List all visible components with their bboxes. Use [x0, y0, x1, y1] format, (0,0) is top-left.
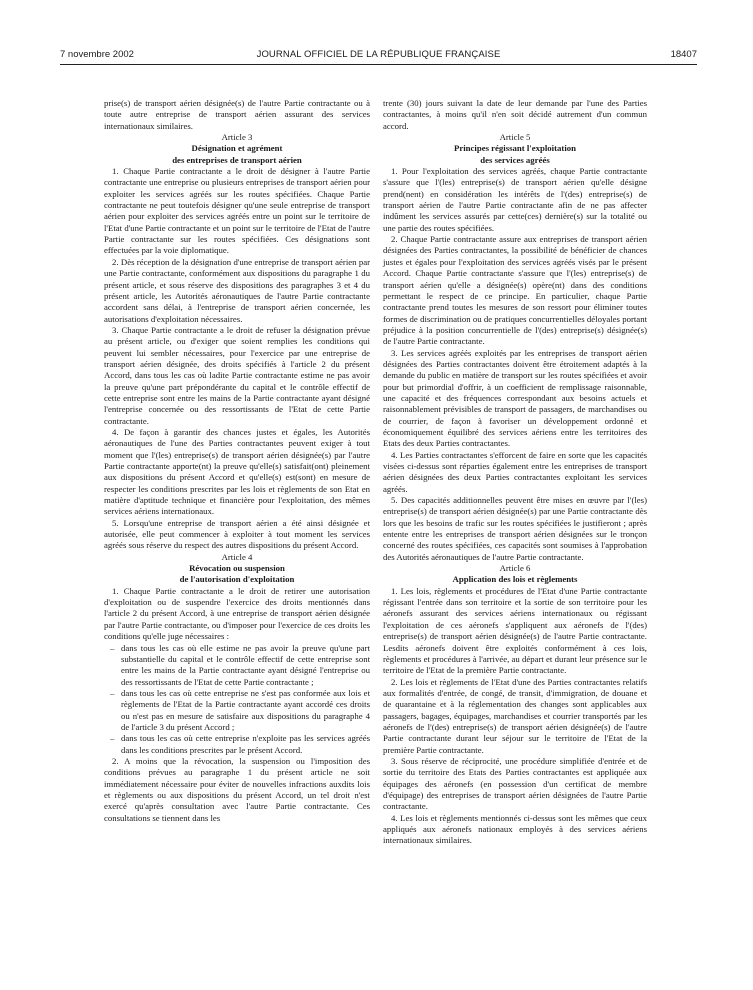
article-5-paragraph: 5. Des capacités additionnelles peuvent être mises en œuvre par l'(les) entreprise(s) de transport aérien désignée(s) par une Partie contractante dès lors que les besoins de trafic sur les routes spécifiées le justifieront ; après entente entre les entreprises de transport aérien désignées sur le tronçon concerné des routes spécifiées, ces capacités sont soumises à l'approbation des Autorités aéronautiques de l'autre Partie contractante.: [383, 495, 647, 562]
continuation-text: trente (30) jours suivant la date de leur demande par l'une des Parties contractantes, à moins qu'il n'en soit décidé autrement d'un commun accord.: [383, 98, 647, 131]
article-6-title-line-1: Application des lois et règlements: [452, 574, 578, 585]
article-5-label: Article 5: [499, 132, 531, 143]
article-5-paragraph: 3. Les services agréés exploités par les entreprises de transport aérien désignées des Parties contractantes doivent être étroitement adaptés à la demande du public en matière de transport sur les routes spécifiées et avoir pour but primordial d'offrir, à un coefficient de remplissage raisonnable, une capacité et des fréquences correspondant aux besoins actuels et raisonnablement prévisibles de transport de passagers, de marchandises ou de courrier, de façon à favoriser un développement ordonné et économiquement équilibré des services aériens entre les territoires des Etats des deux Parties contractantes.: [383, 347, 647, 449]
article-5-paragraph: 4. Les Parties contractantes s'efforcent de faire en sorte que les capacités visées ci-dessus sont réparties également entre les entreprises de transport aérien désignées des deux Parties contractantes exploitant les services agréés.: [383, 449, 647, 494]
article-5-paragraph: 2. Chaque Partie contractante assure aux entreprises de transport aérien désignées des Parties contractantes, la possibilité de bénéficier de chances justes et égales pour l'exploitation des services agréés visés par le présent Accord. Chaque Partie contractante s'assure que l'(les) entreprise(s) de transport aérien qu'elle a désignée(s) opère(nt) dans des conditions permettant le respect de ce principe. En particulier, chaque Partie contractante prend toutes les mesures de son ressort pour éliminer toutes formes de discrimination ou de pratiques concurrentielles déloyales portant préjudice à la position concurrentielle de l'(des) entreprise(s) désignée(s) de l'autre Partie contractante.: [383, 234, 647, 347]
article-6-title: [383, 574, 647, 585]
header-journal-title: JOURNAL OFFICIEL DE LA RÉPUBLIQUE FRANÇAISE: [256, 49, 501, 60]
article-3-label: Article 3: [221, 132, 253, 143]
list-item: – dans tous les cas où cette entreprise ne s'est pas conformée aux lois et règlements de l'Etat de la Partie contractante ayant accordé ces droits ou n'est pas en mesure de satisfaire aux dispositions du paragraphe 4 de l'article 3 du présent Accord ;: [121, 688, 370, 733]
article-6-paragraph: 3. Sous réserve de réciprocité, une procédure simplifiée d'entrée et de sortie du territoire des Etats des Parties contractantes est appliquée aux équipages des aéronefs (en possession d'un certificat de membre d'équipage) des entreprises de transport aérien désignées de l'autre Partie contractante.: [383, 755, 647, 812]
article-3-title-line-1: Désignation et agrément: [191, 143, 283, 154]
page-header: [60, 49, 697, 63]
article-4-label: Article 4: [221, 551, 253, 562]
article-6-paragraph: 2. Les lois et règlements de l'Etat d'une des Parties contractantes relatifs aux formalités d'entrée, de congé, de transit, d'immigration, de douane et de quarantaine et à la réglementation des changes sont applicables aux passagers, bagages, équipages, marchandises et courrier transportés par les aéronefs de l'(des) entreprise(s) de transport aérien désignée(s) de l'autre Partie contractante durant leur séjour sur le territoire de l'Etat de la première Partie contractante.: [383, 676, 647, 755]
continuation-text: prise(s) de transport aérien désignée(s) de l'autre Partie contractante ou à toute autre entreprise de transport aérien assurant des services internationaux similaires.: [104, 98, 370, 131]
article-4-title: [104, 563, 370, 586]
header-date: 7 novembre 2002: [60, 49, 134, 60]
left-column: [104, 98, 370, 824]
article-5-title-line-2: des services agréés: [480, 154, 550, 165]
article-5-title: [383, 143, 647, 166]
article-4-title-line-1: Révocation ou suspension: [189, 563, 285, 574]
article-6-paragraph: 1. Les lois, règlements et procédures de l'Etat d'une Partie contractante régissant l'entrée dans son territoire et la sortie de son territoire pour les aéronefs assurant des services aériens internationaux ou régissant l'exploitation de ces aéronefs s'appliquent aux aéronefs de l'(des) entreprise(s) de transport aérien désignée(s) de l'autre Partie contractante. Lesdits aéronefs doivent être exploités conformément à ces lois, règlements et procédures à l'arrivée, au départ et durant leur présence sur le territoire de l'Etat de la première Partie contractante.: [383, 585, 647, 676]
article-4-paragraph: 2. A moins que la révocation, la suspension ou l'imposition des conditions prévues au paragraphe 1 du présent article ne soit immédiatement nécessaire pour éviter de nouvelles infractions auxdits lois et règlements ou aux dispositions du présent Accord, un tel droit n'est exercé qu'après consultation avec l'autre Partie contractante. Ces consultations se tiennent dans les: [104, 755, 370, 823]
article-5-title-line-1: Principes régissant l'exploitation: [453, 143, 576, 154]
list-item: – dans tous les cas où cette entreprise n'exploite pas les services agréés dans les conditions prescrites par le présent Accord.: [121, 733, 370, 756]
article-6-label: Article 6: [499, 563, 531, 574]
article-4-condition-list: [104, 643, 370, 756]
article-3-paragraph: 3. Chaque Partie contractante a le droit de refuser la désignation prévue au présent article, ou d'exiger que soient remplies les conditions qui peuvent lui sembler nécessaires, pour l'exercice par une entreprise de transport aérien désignée, des droits spécifiés à l'article 2 du présent Accord, dans tous les cas où ladite Partie contractante estime ne pas avoir la preuve qu'une part prépondérante du capital et le contrôle effectif de cette entreprise sont entre les mains de la Partie contractante ayant désigné l'entreprise concernée ou des ressortissants de l'Etat de cette Partie contractante.: [104, 324, 370, 426]
article-3-paragraph: 5. Lorsqu'une entreprise de transport aérien a été ainsi désignée et autorisée, elle peut commencer à exploiter à tout moment les services agréés sous réserve du respect des autres dispositions du présent Accord.: [104, 517, 370, 551]
article-3-title: [104, 143, 370, 166]
article-3-title-line-2: des entreprises de transport aérien: [172, 154, 302, 165]
article-3-paragraph: 1. Chaque Partie contractante a le droit de désigner à l'autre Partie contractante une entreprise ou plusieurs entreprises de transport aérien pour exploiter les services agréés sur les routes spécifiées. Chaque Partie contractante ne peut toutefois désigner qu'une seule entreprise de transport aérien pour exploiter des services agréés entre un point sur le territoire de l'Etat d'une Partie contractante et un point sur le territoire de l'Etat de l'autre Partie contractante sur les routes spécifiées. Ces désignations sont effectuées par la voie diplomatique.: [104, 166, 370, 256]
article-4-title-line-2: de l'autorisation d'exploitation: [179, 574, 295, 585]
article-3-paragraph: 2. Dès réception de la désignation d'une entreprise de transport aérien par une Partie contractante, conformément aux dispositions du paragraphe 1 du présent article, et sous réserve des dispositions des paragraphes 3 et 4 du présent article, les Autorités aéronautiques de l'autre Partie contractante accordent sans délai, à l'entreprise de transport aérien concernée, les autorisations d'exploitation nécessaires.: [104, 256, 370, 324]
right-column: [383, 98, 647, 847]
article-5-paragraph: 1. Pour l'exploitation des services agréés, chaque Partie contractante s'assure que l'(les) entreprise(s) de transport aérien qu'elle désigne prend(nent) en considération les intérêts de l'(des) entreprise(s) de transport aérien de l'autre Partie contractante afin de ne pas affecter indûment les services assurés par cette(ces) dernière(s) sur la totalité ou une partie des routes spécifiées.: [383, 166, 647, 233]
article-3-paragraph: 4. De façon à garantir des chances justes et égales, les Autorités aéronautiques de l'une des Parties contractantes peuvent exiger à tout moment que l'(les) entreprise(s) de transport aérien désignée(s) par l'autre Partie contractante apporte(nt) la preuve qu'elle(s) satisfait(ont) pleinement aux dispositions du présent Accord et qu'elle(s) est(sont) en mesure de respecter les conditions prescrites par les lois et règlements de son Etat en matière d'aptitude technique et financière pour l'exploitation, des mêmes services aériens internationaux.: [104, 426, 370, 517]
header-page-number: 18407: [670, 49, 697, 60]
article-4-intro: 1. Chaque Partie contractante a le droit de retirer une autorisation d'exploitation ou de suspendre l'exercice des droits mentionnés dans l'article 2 du présent Accord, à une entreprise de transport aérien désignée par l'autre Partie contractante, ou d'imposer pour l'exercice de ces droits les conditions qu'elle juge nécessaires :: [104, 585, 370, 642]
header-rule: [60, 64, 697, 65]
list-item: – dans tous les cas où elle estime ne pas avoir la preuve qu'une part substantielle du capital et le contrôle effectif de cette entreprise sont entre les mains de la Partie contractante ayant désigné l'entreprise ou des ressortissants de l'Etat de cette Partie contractante ;: [121, 643, 370, 688]
article-6-paragraph: 4. Les lois et règlements mentionnés ci-dessus sont les mêmes que ceux appliqués aux aéronefs nationaux employés à des services aériens internationaux similaires.: [383, 812, 647, 846]
